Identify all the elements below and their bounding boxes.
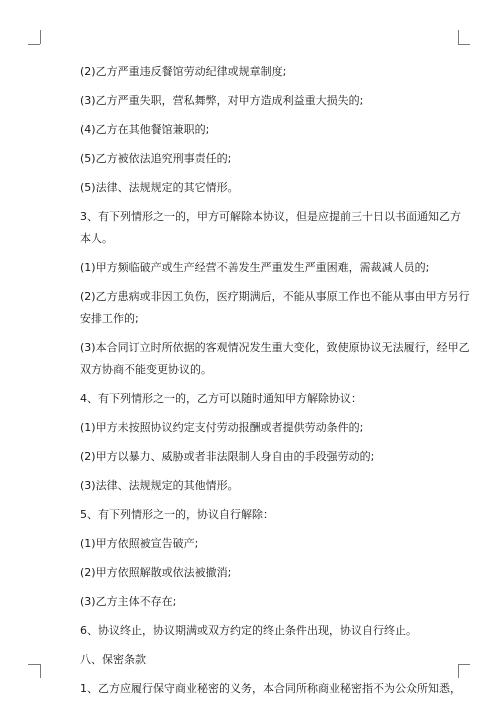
crop-mark-bottom-left-v [40,664,41,678]
text-line: (3)本合同订立时所依据的客观情况发生重大变化，致使原协议无法履行，经甲乙 [80,341,470,354]
text-line: (1)甲方依照被宣告破产; [80,537,199,550]
section-heading: 八、保密条款 [80,653,146,666]
text-line: 5、有下列情形之一的，协议自行解除： [80,508,274,521]
text-line: (2)甲方以暴力、威胁或者非法限制人身自由的手段强劳动的; [80,450,375,463]
text-line: 双方协商不能变更协议的。 [80,363,212,376]
crop-mark-top-right-h [458,44,470,45]
crop-mark-top-left-h [28,44,40,45]
text-line: (3)乙方主体不存在; [80,595,177,608]
text-line: (5)乙方被依法追究刑事责任的; [80,152,232,165]
text-line: (3)乙方严重失职，营私舞弊，对甲方造成利益重大损失的; [80,94,364,107]
crop-mark-top-left-v [40,30,41,44]
crop-mark-bottom-left-h [28,664,40,665]
text-line: (1)甲方频临破产或生产经营不善发生严重发生严重困难，需裁减人员的; [80,261,430,274]
crop-mark-bottom-right-h [458,664,470,665]
text-line: 6、协议终止，协议期满或双方约定的终止条件出现，协议自行终止。 [80,624,417,637]
text-line: 1、乙方应履行保守商业秘密的义务，本合同所称商业秘密指不为公众所知悉， [80,682,461,695]
text-line: (2)乙方严重违反餐馆劳动纪律或规章制度; [80,65,287,78]
text-line: 4、有下列情形之一的，乙方可以随时通知甲方解除协议： [80,392,362,405]
crop-mark-top-right-v [458,30,459,44]
text-line: 本人。 [80,232,113,245]
text-line: (2)甲方依照解散或依法被撤消; [80,566,232,579]
crop-mark-bottom-right-v [458,664,459,678]
text-line: (4)乙方在其他餐馆兼职的; [80,123,210,136]
text-line: (2)乙方患病或非因工负伤，医疗期满后，不能从事原工作也不能从事由甲方另行 [80,290,470,303]
text-line: (3)法律、法规规定的其他情形。 [80,479,239,492]
text-line: 安排工作的; [80,312,139,325]
text-line: 3、有下列情形之一的，甲方可解除本协议，但是应提前三十日以书面通知乙方 [80,210,461,223]
text-line: (1)甲方未按照协议约定支付劳动报酬或者提供劳动条件的; [80,421,364,434]
text-line: (5)法律、法规规定的其它情形。 [80,181,239,194]
